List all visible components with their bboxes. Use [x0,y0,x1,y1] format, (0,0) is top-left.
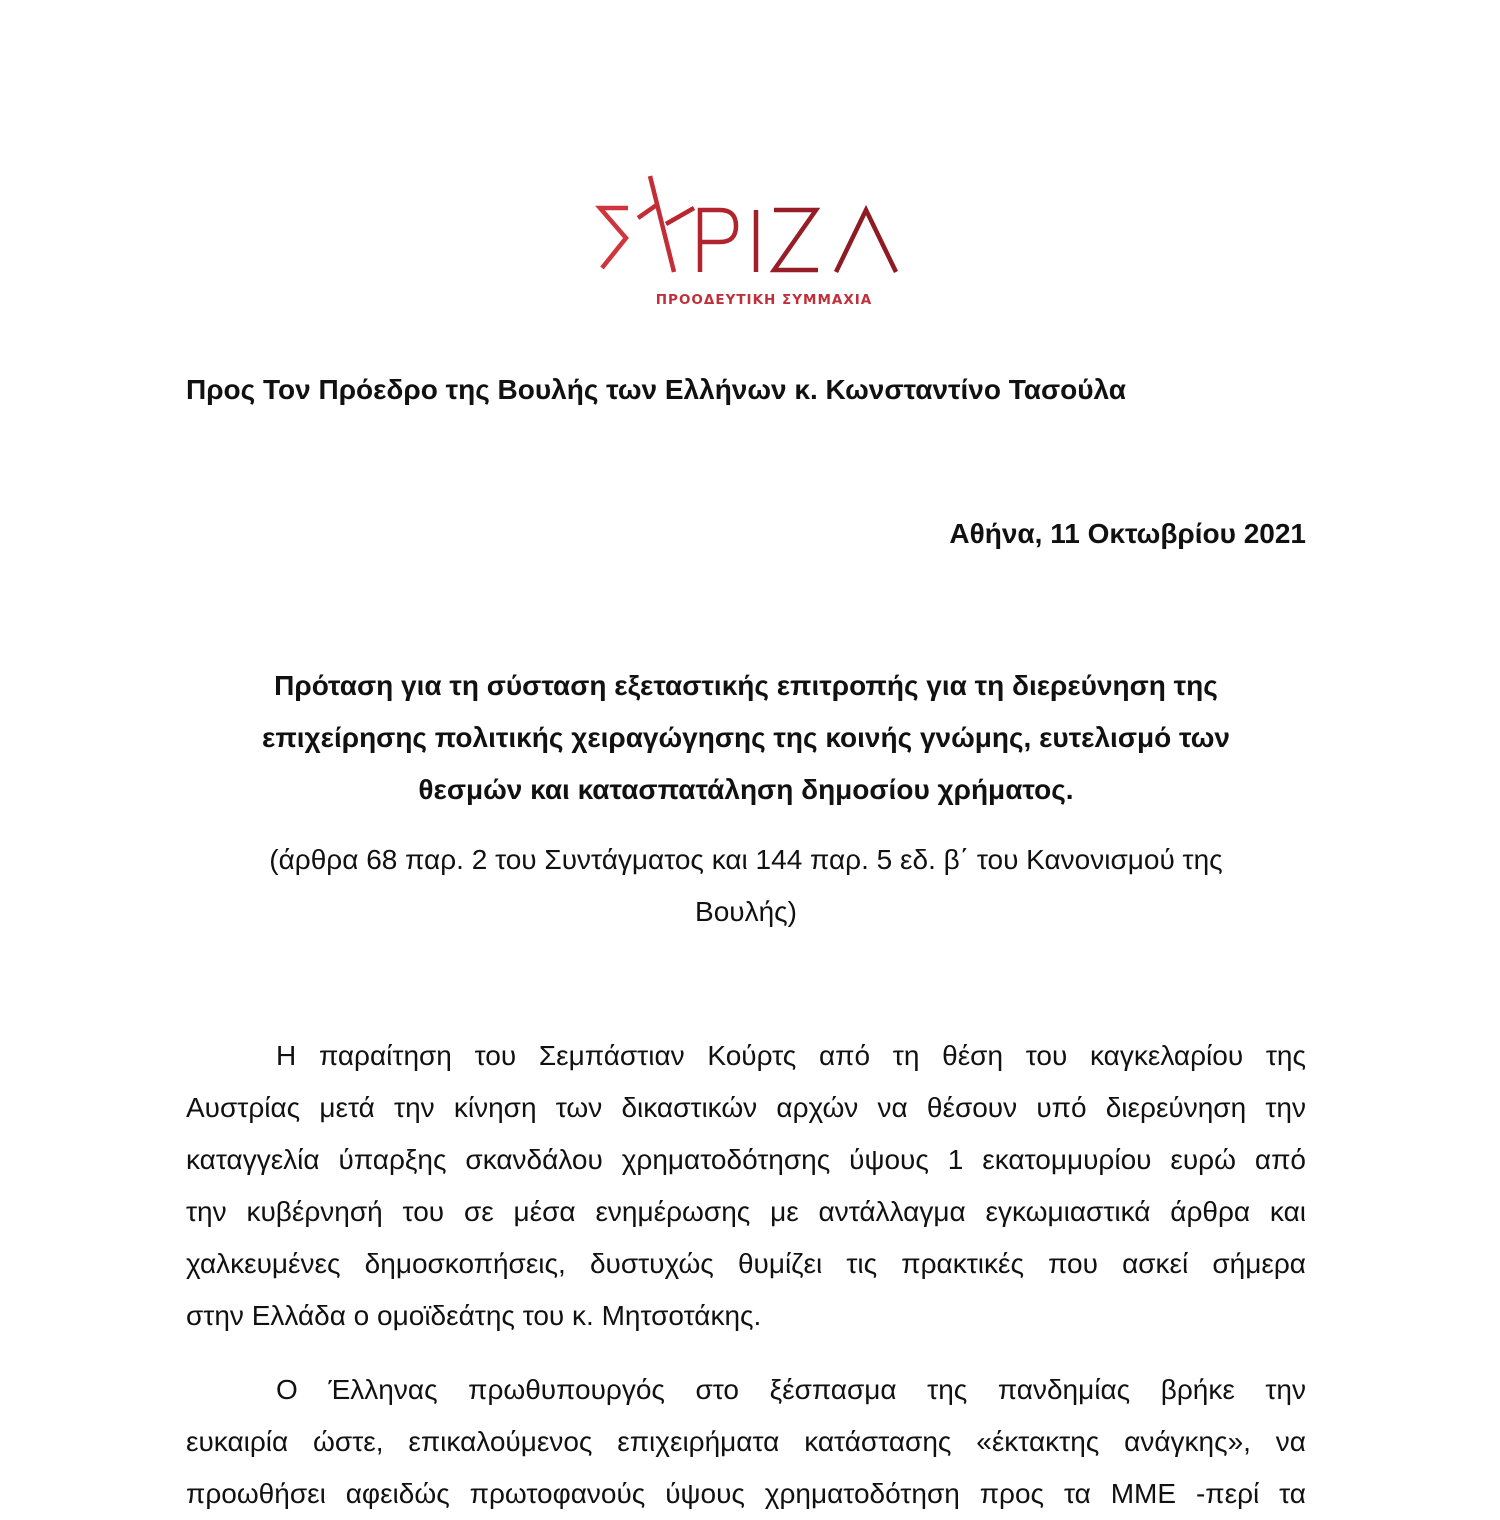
subtitle-line: (άρθρα 68 παρ. 2 του Συντάγματος και 144 παρ. 5 εδ. β΄ του Κανονισμού της [269,844,1223,875]
body-paragraph-2 [186,1364,1306,1520]
paragraph-line: στην Ελλάδα ο ομοϊδεάτης του κ. Μητσοτάκης. [186,1300,762,1331]
title-line: επιχείρησης πολιτικής χειραγώγησης της κοινής γνώμης, ευτελισμό των [262,722,1230,753]
title-line: Πρόταση για τη σύσταση εξεταστικής επιτροπής για τη διερεύνηση της [274,670,1218,701]
recipient-line: Προς Τον Πρόεδρο της Βουλής των Ελλήνων κ. Κωνσταντίνο Τασούλα [186,374,1126,405]
paragraph-line: προωθήσει αφειδώς πρωτοφανούς ύψους χρηματοδότηση προς τα ΜΜΕ -περί τα [186,1478,1306,1509]
date-line: Αθήνα, 11 Οκτωβρίου 2021 [949,518,1306,549]
legal-reference [186,834,1306,938]
paragraph-line: Ο Έλληνας πρωθυπουργός στο ξέσπασμα της πανδημίας βρήκε την [276,1374,1306,1405]
paragraph-line: Αυστρίας μετά την κίνηση των δικαστικών αρχών να θέσουν υπό διερεύνηση την [186,1092,1306,1123]
subtitle-line: Βουλής) [695,896,797,927]
logo-tagline: ΠΡΟΟΔΕΥΤΙΚΗ ΣΥΜΜΑΧΙΑ [655,292,873,308]
paragraph-line: ευκαιρία ώστε, επικαλούμενος επιχειρήματα κατάστασης «έκτακτης ανάγκης», να [186,1426,1306,1457]
title-line: θεσμών και κατασπατάληση δημοσίου χρήματος. [418,774,1074,805]
paragraph-line: την κυβέρνησή του σε μέσα ενημέρωσης με αντάλλαγμα εγκωμιαστικά άρθρα και [186,1196,1306,1227]
syriza-logo [590,168,902,313]
body-paragraph-1 [186,1030,1306,1342]
proposal-title [186,660,1306,816]
paragraph-line: χαλκευμένες δημοσκοπήσεις, δυστυχώς θυμίζει τις πρακτικές που ασκεί σήμερα [186,1248,1306,1279]
paragraph-line: καταγγελία ύπαρξης σκανδάλου χρηματοδότησης ύψους 1 εκατομμυρίου ευρώ από [186,1144,1306,1175]
paragraph-line: Η παραίτηση του Σεμπάστιαν Κούρτς από τη θέση του καγκελαρίου της [276,1040,1306,1071]
